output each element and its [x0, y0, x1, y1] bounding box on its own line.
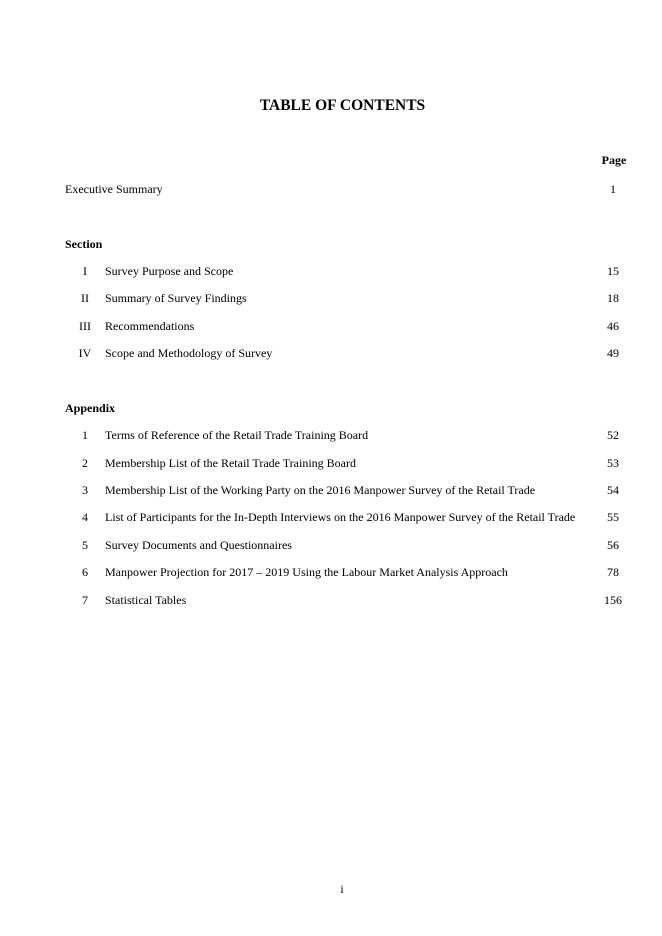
- entry-page: 18: [607, 291, 619, 305]
- toc-entry[interactable]: [0, 428, 662, 444]
- entry-label: Recommendations: [105, 319, 195, 333]
- entry-page: 52: [607, 428, 619, 442]
- executive-summary-page: 1: [610, 182, 616, 196]
- entry-label: Survey Documents and Questionnaires: [105, 538, 292, 552]
- appendix-heading: Appendix: [65, 401, 116, 415]
- entry-number: 5: [82, 538, 88, 552]
- entry-number: 4: [82, 510, 88, 524]
- section-heading: Section: [65, 237, 103, 251]
- toc-entry[interactable]: [0, 456, 662, 472]
- page-column-header: Page: [601, 153, 627, 167]
- entry-label: Scope and Methodology of Survey: [105, 346, 273, 360]
- toc-entry[interactable]: [0, 510, 662, 526]
- entry-page: 156: [604, 593, 622, 607]
- entry-number: 3: [82, 483, 88, 497]
- entry-label: Terms of Reference of the Retail Trade Training Board: [105, 428, 369, 442]
- entry-number: 1: [82, 428, 88, 442]
- entry-number: 6: [82, 565, 88, 579]
- entry-page: 55: [607, 510, 619, 524]
- entry-number: III: [79, 319, 91, 333]
- entry-page: 78: [607, 565, 619, 579]
- toc-entry[interactable]: [0, 483, 662, 499]
- entry-number: II: [81, 291, 89, 305]
- entry-page: 56: [607, 538, 619, 552]
- toc-entry[interactable]: [0, 264, 662, 280]
- entry-label: Manpower Projection for 2017 – 2019 Using the Labour Market Analysis Approach: [105, 565, 508, 579]
- entry-label: Survey Purpose and Scope: [105, 264, 234, 278]
- toc-entry[interactable]: [0, 593, 662, 609]
- toc-entry[interactable]: [0, 538, 662, 554]
- footer-page-number: i: [340, 882, 344, 896]
- entry-number: IV: [78, 346, 92, 360]
- entry-number: 7: [82, 593, 88, 607]
- entry-page: 15: [607, 264, 619, 278]
- toc-entry[interactable]: [0, 565, 662, 581]
- entry-label: Summary of Survey Findings: [105, 291, 247, 305]
- entry-label: Membership List of the Working Party on the 2016 Manpower Survey of the Retail Trade: [105, 483, 536, 497]
- entry-label: Statistical Tables: [105, 593, 187, 607]
- entry-label: Membership List of the Retail Trade Training Board: [105, 456, 356, 470]
- entry-number: 2: [82, 456, 88, 470]
- entry-label: List of Participants for the In-Depth Interviews on the 2016 Manpower Survey of the Retail Trade: [105, 510, 576, 524]
- toc-entry[interactable]: [0, 319, 662, 335]
- toc-title: TABLE OF CONTENTS: [259, 97, 426, 114]
- entry-number: I: [83, 264, 87, 278]
- executive-summary-label[interactable]: Executive Summary: [65, 182, 163, 196]
- toc-entry[interactable]: [0, 291, 662, 307]
- entry-page: 54: [607, 483, 619, 497]
- toc-entry[interactable]: [0, 346, 662, 362]
- entry-page: 53: [607, 456, 619, 470]
- entry-page: 46: [607, 319, 619, 333]
- entry-page: 49: [607, 346, 619, 360]
